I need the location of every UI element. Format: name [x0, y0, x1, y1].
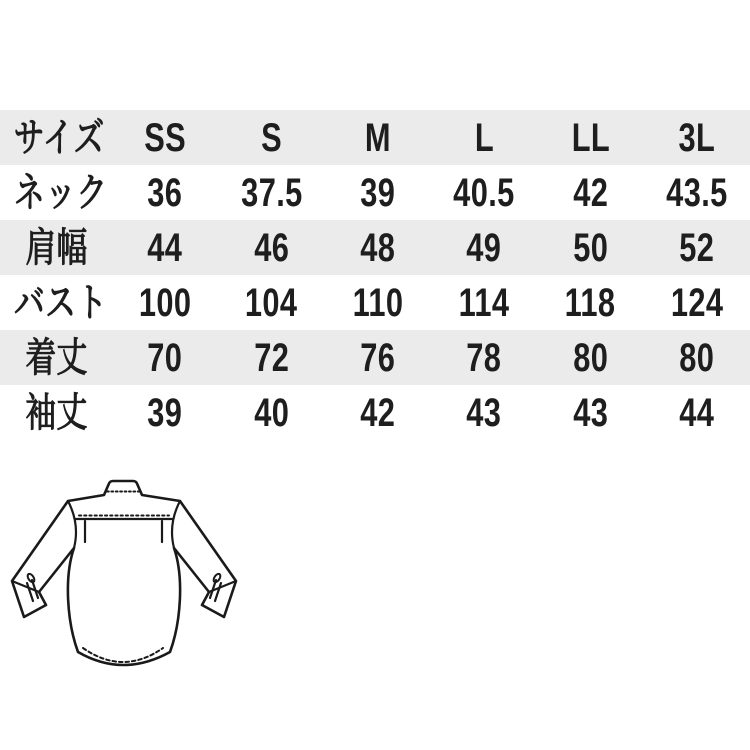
bust-m — [325, 280, 431, 325]
shirt-drawing-group — [12, 481, 236, 665]
shoulder-l-value: 49 — [466, 225, 502, 270]
row-label-shoulder-text: 肩幅 — [24, 225, 88, 270]
header-l-text: L — [474, 115, 494, 160]
sleeve-s-value: 40 — [253, 390, 290, 435]
header-3l-text: 3L — [678, 115, 716, 160]
header-col-m — [325, 115, 431, 160]
bust-3l — [644, 280, 750, 325]
header-col-l — [431, 115, 537, 160]
body-length-s — [218, 335, 324, 380]
bust-ll-value: 118 — [565, 280, 616, 325]
body-length-m — [325, 335, 431, 380]
table-header-row — [0, 110, 750, 165]
header-ll-text: LL — [571, 115, 610, 160]
header-col-ss — [112, 115, 218, 160]
neck-m-value: 39 — [360, 170, 396, 215]
sleeve-ss — [112, 390, 218, 435]
neck-s-value: 37.5 — [240, 170, 303, 215]
shirt-silhouette — [12, 481, 236, 665]
neck-ss-value: 36 — [147, 170, 183, 215]
neck-ss — [112, 170, 218, 215]
shirt-back-illustration — [2, 472, 240, 678]
size-table — [0, 110, 750, 440]
bust-3l-value: 124 — [670, 280, 724, 325]
sleeve-m — [325, 390, 431, 435]
sleeve-ss-value: 39 — [147, 390, 183, 435]
row-label-shoulder — [0, 225, 112, 270]
shoulder-ll-value: 50 — [572, 225, 608, 270]
neck-s — [218, 170, 324, 215]
sleeve-l-value: 43 — [466, 390, 502, 435]
shirt-back-svg — [2, 472, 240, 678]
shoulder-3l — [644, 225, 750, 270]
shoulder-s-value: 46 — [253, 225, 290, 270]
neck-3l — [644, 170, 750, 215]
shoulder-s — [218, 225, 324, 270]
shoulder-m-value: 48 — [360, 225, 396, 270]
sleeve-ll-value: 43 — [572, 390, 608, 435]
row-label-body-length-text: 着丈 — [24, 335, 88, 380]
bust-ss-value: 100 — [138, 280, 192, 325]
shoulder-m — [325, 225, 431, 270]
body-length-3l-value: 80 — [679, 335, 715, 380]
body-length-ll — [537, 335, 643, 380]
body-length-ss-value: 70 — [147, 335, 183, 380]
header-col-3l — [644, 115, 750, 160]
row-label-sleeve-length — [0, 390, 112, 435]
table-row-sleeve-length — [0, 385, 750, 440]
row-label-bust-text: バスト — [13, 280, 108, 325]
bust-l — [431, 280, 537, 325]
bust-l-value: 114 — [458, 280, 510, 325]
body-length-m-value: 76 — [360, 335, 396, 380]
bust-s — [218, 280, 324, 325]
neck-l — [431, 170, 537, 215]
header-size-label — [0, 115, 112, 160]
body-length-s-value: 72 — [253, 335, 290, 380]
shoulder-ll — [537, 225, 643, 270]
neck-m — [325, 170, 431, 215]
row-label-body-length — [0, 335, 112, 380]
shoulder-l — [431, 225, 537, 270]
header-m-text: M — [364, 115, 391, 160]
body-length-l-value: 78 — [466, 335, 502, 380]
row-label-neck-text: ネック — [13, 170, 108, 215]
table-row-shoulder — [0, 220, 750, 275]
sleeve-ll — [537, 390, 643, 435]
table-row-neck — [0, 165, 750, 220]
row-label-bust — [0, 280, 112, 325]
header-s-text: S — [261, 115, 282, 160]
header-ss-text: SS — [144, 115, 187, 160]
row-label-sleeve-length-text: 袖丈 — [24, 390, 88, 435]
table-row-body-length — [0, 330, 750, 385]
shoulder-3l-value: 52 — [679, 225, 715, 270]
shoulder-ss-value: 44 — [147, 225, 183, 270]
header-size-label-text: サイズ — [13, 115, 105, 160]
bust-ss — [112, 280, 218, 325]
neck-ll-value: 42 — [572, 170, 608, 215]
sleeve-3l-value: 44 — [679, 390, 715, 435]
bust-ll — [537, 280, 643, 325]
sleeve-3l — [644, 390, 750, 435]
sleeve-l — [431, 390, 537, 435]
table-row-bust — [0, 275, 750, 330]
neck-l-value: 40.5 — [453, 170, 515, 215]
body-length-ss — [112, 335, 218, 380]
sleeve-s — [218, 390, 324, 435]
neck-ll — [537, 170, 643, 215]
body-length-l — [431, 335, 537, 380]
shoulder-ss — [112, 225, 218, 270]
bust-m-value: 110 — [352, 280, 404, 325]
header-col-s — [218, 115, 324, 160]
neck-3l-value: 43.5 — [666, 170, 728, 215]
row-label-neck — [0, 170, 112, 215]
body-length-ll-value: 80 — [572, 335, 608, 380]
sleeve-m-value: 42 — [360, 390, 396, 435]
body-length-3l — [644, 335, 750, 380]
bust-s-value: 104 — [245, 280, 298, 325]
header-col-ll — [537, 115, 643, 160]
